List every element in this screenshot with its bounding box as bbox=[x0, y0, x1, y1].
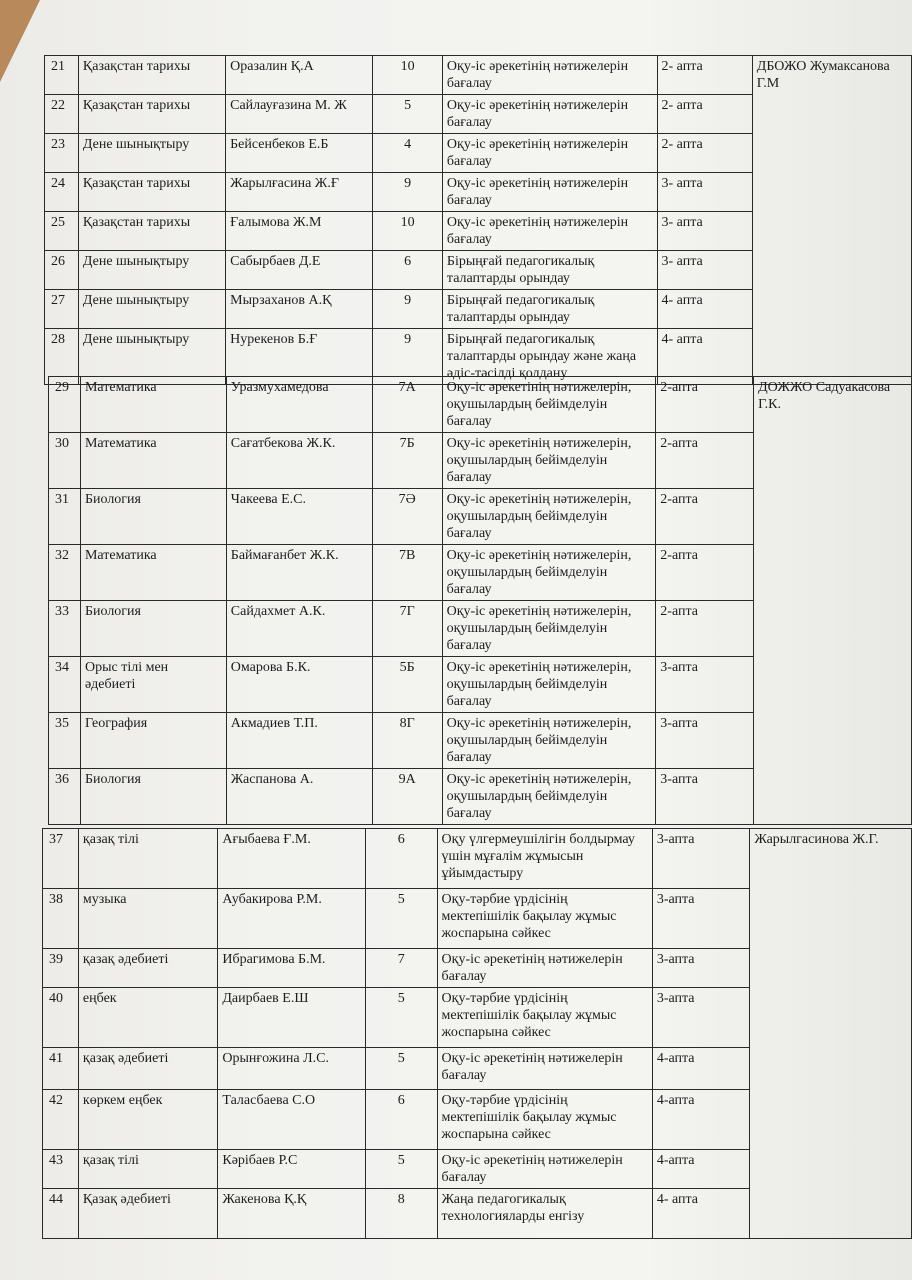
table-row bbox=[49, 377, 912, 433]
teacher-cell: Уразмухамедова bbox=[226, 377, 372, 433]
week-cell: 2- апта bbox=[657, 95, 752, 134]
subject-cell: Биология bbox=[80, 769, 226, 825]
subject-cell: География bbox=[80, 713, 226, 769]
week-cell: 3- апта bbox=[657, 173, 752, 212]
responsible-person-cell: ДБОЖО Жумаксанова Г.М bbox=[752, 56, 911, 385]
class-cell: 7Б bbox=[372, 433, 442, 489]
topic-cell: Жаңа педагогикалық технологияларды енгізу bbox=[437, 1189, 652, 1239]
row-number-cell: 32 bbox=[49, 545, 81, 601]
teacher-cell: Сағатбекова Ж.К. bbox=[226, 433, 372, 489]
class-cell: 7Ә bbox=[372, 489, 442, 545]
class-cell: 7А bbox=[372, 377, 442, 433]
subject-cell: музыка bbox=[78, 889, 217, 949]
class-cell: 4 bbox=[373, 134, 442, 173]
week-cell: 3-апта bbox=[656, 657, 754, 713]
subject-cell: Дене шынықтыру bbox=[78, 290, 225, 329]
teacher-cell: Жакенова Қ.Қ bbox=[218, 1189, 366, 1239]
subject-cell: Қазақстан тарихы bbox=[78, 56, 225, 95]
teacher-cell: Сабырбаев Д.Е bbox=[226, 251, 373, 290]
class-cell: 9А bbox=[372, 769, 442, 825]
topic-cell: Оқу-іс әрекетінің нәтижелерін бағалау bbox=[442, 134, 657, 173]
topic-cell: Оқу-іс әрекетінің нәтижелерін, оқушылардың бейімделуін бағалау bbox=[442, 601, 656, 657]
teacher-cell: Ибрагимова Б.М. bbox=[218, 949, 366, 988]
desk-corner bbox=[0, 0, 40, 82]
week-cell: 3- апта bbox=[657, 212, 752, 251]
week-cell: 2-апта bbox=[656, 545, 754, 601]
row-number-cell: 26 bbox=[45, 251, 79, 290]
row-number-cell: 42 bbox=[43, 1090, 79, 1150]
topic-cell: Оқу-іс әрекетінің нәтижелерін, оқушылардың бейімделуін бағалау bbox=[442, 769, 656, 825]
topic-cell: Оқу-іс әрекетінің нәтижелерін бағалау bbox=[442, 95, 657, 134]
topic-cell: Оқу-іс әрекетінің нәтижелерін, оқушылардың бейімделуін бағалау bbox=[442, 433, 656, 489]
row-number-cell: 28 bbox=[45, 329, 79, 385]
subject-cell: көркем еңбек bbox=[78, 1090, 217, 1150]
week-cell: 3-апта bbox=[652, 949, 750, 988]
class-cell: 5 bbox=[365, 1048, 437, 1090]
topic-cell: Оқу-іс әрекетінің нәтижелерін, оқушылардың бейімделуін бағалау bbox=[442, 657, 656, 713]
week-cell: 2-апта bbox=[656, 601, 754, 657]
subject-cell: Математика bbox=[80, 377, 226, 433]
topic-cell: Оқу-іс әрекетінің нәтижелерін бағалау bbox=[442, 212, 657, 251]
responsible-person-cell: Жарылгасинова Ж.Г. bbox=[750, 829, 912, 1239]
teacher-cell: Жарылғасина Ж.Ғ bbox=[226, 173, 373, 212]
topic-cell: Оқу-іс әрекетінің нәтижелерін, оқушылардың бейімделуін бағалау bbox=[442, 545, 656, 601]
subject-cell: Математика bbox=[80, 545, 226, 601]
topic-cell: Оқу-іс әрекетінің нәтижелерін бағалау bbox=[442, 173, 657, 212]
class-cell: 6 bbox=[365, 829, 437, 889]
class-cell: 7 bbox=[365, 949, 437, 988]
topic-cell: Бірыңғай педагогикалық талаптарды орындау bbox=[442, 251, 657, 290]
row-number-cell: 31 bbox=[49, 489, 81, 545]
topic-cell: Оқу-іс әрекетінің нәтижелерін, оқушылардың бейімделуін бағалау bbox=[442, 377, 656, 433]
week-cell: 3-апта bbox=[656, 769, 754, 825]
row-number-cell: 25 bbox=[45, 212, 79, 251]
teacher-cell: Чакеева Е.С. bbox=[226, 489, 372, 545]
class-cell: 5 bbox=[365, 889, 437, 949]
plan-table-group-1 bbox=[44, 55, 912, 385]
teacher-cell: Орынғожина Л.С. bbox=[218, 1048, 366, 1090]
week-cell: 3-апта bbox=[652, 988, 750, 1048]
subject-cell: Математика bbox=[80, 433, 226, 489]
row-number-cell: 30 bbox=[49, 433, 81, 489]
subject-cell: қазақ әдебиеті bbox=[78, 1048, 217, 1090]
class-cell: 5Б bbox=[372, 657, 442, 713]
teacher-cell: Кәрібаев Р.С bbox=[218, 1150, 366, 1189]
row-number-cell: 37 bbox=[43, 829, 79, 889]
teacher-cell: Сайдахмет А.К. bbox=[226, 601, 372, 657]
row-number-cell: 41 bbox=[43, 1048, 79, 1090]
class-cell: 9 bbox=[373, 173, 442, 212]
row-number-cell: 21 bbox=[45, 56, 79, 95]
row-number-cell: 35 bbox=[49, 713, 81, 769]
topic-cell: Бірыңғай педагогикалық талаптарды орындау және жаңа әдіс-тәсілді қолдану bbox=[442, 329, 657, 385]
class-cell: 8Г bbox=[372, 713, 442, 769]
topic-cell: Оқу-іс әрекетінің нәтижелерін бағалау bbox=[442, 56, 657, 95]
teacher-cell: Аубакирова Р.М. bbox=[218, 889, 366, 949]
teacher-cell: Омарова Б.К. bbox=[226, 657, 372, 713]
responsible-person-cell: ДОЖЖО Садуакасова Г.К. bbox=[754, 377, 912, 825]
subject-cell: Қазақ әдебиеті bbox=[78, 1189, 217, 1239]
topic-cell: Оқу-тәрбие үрдісінің мектепішілік бақылау жұмыс жоспарына сәйкес bbox=[437, 1090, 652, 1150]
week-cell: 3-апта bbox=[652, 889, 750, 949]
teacher-cell: Баймағанбет Ж.К. bbox=[226, 545, 372, 601]
topic-cell: Оқу-іс әрекетінің нәтижелерін бағалау bbox=[437, 949, 652, 988]
week-cell: 4-апта bbox=[652, 1150, 750, 1189]
teacher-cell: Акмадиев Т.П. bbox=[226, 713, 372, 769]
class-cell: 8 bbox=[365, 1189, 437, 1239]
topic-cell: Оқу-тәрбие үрдісінің мектепішілік бақылау жұмыс жоспарына сәйкес bbox=[437, 988, 652, 1048]
week-cell: 2-апта bbox=[656, 377, 754, 433]
teacher-cell: Оразалин Қ.А bbox=[226, 56, 373, 95]
table-row bbox=[45, 56, 912, 95]
week-cell: 2-апта bbox=[656, 489, 754, 545]
week-cell: 4- апта bbox=[657, 290, 752, 329]
week-cell: 3-апта bbox=[656, 713, 754, 769]
class-cell: 6 bbox=[373, 251, 442, 290]
teacher-cell: Мырзаханов А.Қ bbox=[226, 290, 373, 329]
subject-cell: Қазақстан тарихы bbox=[78, 95, 225, 134]
week-cell: 4- апта bbox=[657, 329, 752, 385]
row-number-cell: 43 bbox=[43, 1150, 79, 1189]
week-cell: 3- апта bbox=[657, 251, 752, 290]
week-cell: 2-апта bbox=[656, 433, 754, 489]
class-cell: 10 bbox=[373, 56, 442, 95]
row-number-cell: 36 bbox=[49, 769, 81, 825]
topic-cell: Оқу-іс әрекетінің нәтижелерін, оқушылардың бейімделуін бағалау bbox=[442, 713, 656, 769]
subject-cell: қазақ тілі bbox=[78, 1150, 217, 1189]
teacher-cell: Ағыбаева Ғ.М. bbox=[218, 829, 366, 889]
teacher-cell: Ғалымова Ж.М bbox=[226, 212, 373, 251]
class-cell: 9 bbox=[373, 329, 442, 385]
subject-cell: Қазақстан тарихы bbox=[78, 212, 225, 251]
subject-cell: Биология bbox=[80, 489, 226, 545]
class-cell: 6 bbox=[365, 1090, 437, 1150]
subject-cell: қазақ тілі bbox=[78, 829, 217, 889]
teacher-cell: Таласбаева С.О bbox=[218, 1090, 366, 1150]
subject-cell: еңбек bbox=[78, 988, 217, 1048]
plan-table-group-3 bbox=[42, 828, 912, 1239]
class-cell: 7В bbox=[372, 545, 442, 601]
topic-cell: Оқу-іс әрекетінің нәтижелерін, оқушылардың бейімделуін бағалау bbox=[442, 489, 656, 545]
row-number-cell: 34 bbox=[49, 657, 81, 713]
teacher-cell: Нурекенов Б.Ғ bbox=[226, 329, 373, 385]
row-number-cell: 23 bbox=[45, 134, 79, 173]
week-cell: 2- апта bbox=[657, 134, 752, 173]
teacher-cell: Даирбаев Е.Ш bbox=[218, 988, 366, 1048]
row-number-cell: 33 bbox=[49, 601, 81, 657]
class-cell: 9 bbox=[373, 290, 442, 329]
table-row bbox=[43, 829, 912, 889]
class-cell: 5 bbox=[373, 95, 442, 134]
row-number-cell: 44 bbox=[43, 1189, 79, 1239]
class-cell: 5 bbox=[365, 1150, 437, 1189]
subject-cell: Дене шынықтыру bbox=[78, 251, 225, 290]
plan-table-group-2 bbox=[48, 376, 912, 825]
topic-cell: Оқу үлгермеушілігін болдырмау үшін мұғалім жұмысын ұйымдастыру bbox=[437, 829, 652, 889]
row-number-cell: 39 bbox=[43, 949, 79, 988]
topic-cell: Оқу-іс әрекетінің нәтижелерін бағалау bbox=[437, 1048, 652, 1090]
subject-cell: Дене шынықтыру bbox=[78, 329, 225, 385]
row-number-cell: 24 bbox=[45, 173, 79, 212]
subject-cell: Дене шынықтыру bbox=[78, 134, 225, 173]
topic-cell: Бірыңғай педагогикалық талаптарды орындау bbox=[442, 290, 657, 329]
row-number-cell: 22 bbox=[45, 95, 79, 134]
class-cell: 10 bbox=[373, 212, 442, 251]
week-cell: 4-апта bbox=[652, 1090, 750, 1150]
teacher-cell: Сайлауғазина М. Ж bbox=[226, 95, 373, 134]
subject-cell: Қазақстан тарихы bbox=[78, 173, 225, 212]
week-cell: 4- апта bbox=[652, 1189, 750, 1239]
topic-cell: Оқу-іс әрекетінің нәтижелерін бағалау bbox=[437, 1150, 652, 1189]
subject-cell: Биология bbox=[80, 601, 226, 657]
row-number-cell: 40 bbox=[43, 988, 79, 1048]
teacher-cell: Бейсенбеков Е.Б bbox=[226, 134, 373, 173]
subject-cell: Орыс тілі мен әдебиеті bbox=[80, 657, 226, 713]
week-cell: 2- апта bbox=[657, 56, 752, 95]
row-number-cell: 29 bbox=[49, 377, 81, 433]
teacher-cell: Жаспанова А. bbox=[226, 769, 372, 825]
row-number-cell: 38 bbox=[43, 889, 79, 949]
class-cell: 7Г bbox=[372, 601, 442, 657]
topic-cell: Оқу-тәрбие үрдісінің мектепішілік бақылау жұмыс жоспарына сәйкес bbox=[437, 889, 652, 949]
week-cell: 3-апта bbox=[652, 829, 750, 889]
row-number-cell: 27 bbox=[45, 290, 79, 329]
class-cell: 5 bbox=[365, 988, 437, 1048]
subject-cell: қазақ әдебиеті bbox=[78, 949, 217, 988]
week-cell: 4-апта bbox=[652, 1048, 750, 1090]
